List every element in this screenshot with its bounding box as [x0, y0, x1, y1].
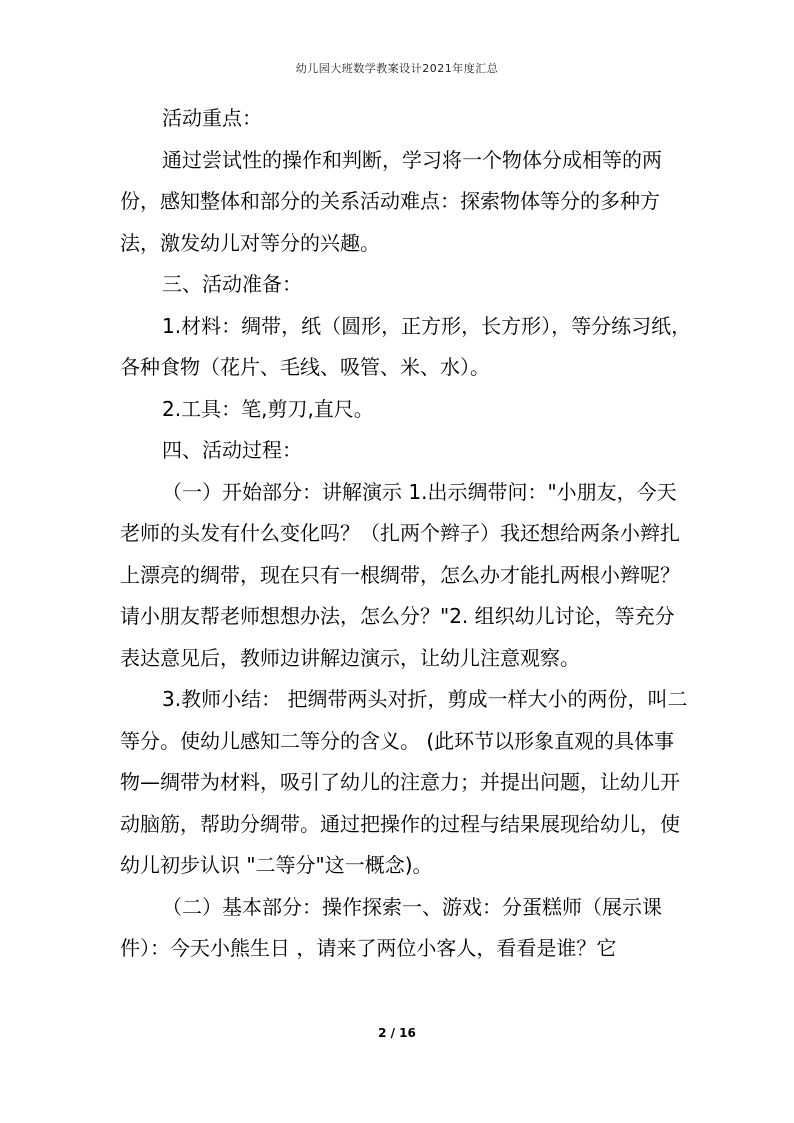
paragraph: 通过尝试性的操作和判断，学习将一个物体分成相等的两份，感知整体和部分的关系活动难点：探索物体等分的多种方法，激发幼儿对等分的兴趣。 [120, 147, 662, 255]
paragraph: 三、活动准备： [162, 272, 302, 296]
paragraph: 3.教师小结： 把绸带两头对折，剪成一样大小的两份，叫二等分。使幼儿感知二等分的含义。 (此环节以形象直观的具体事物—绸带为材料，吸引了幼儿的注意力；并提出问题，让幼儿开动脑筋，帮助分绸带。通过把操作的过程与结果展现给幼儿，使幼儿初步认识 "二等分"这一概念)。 [120, 687, 688, 877]
paragraph: 2.工具：笔,剪刀,直尺。 [162, 396, 374, 421]
page-number: 2 / 16 [378, 1026, 416, 1040]
paragraph: 活动重点： [162, 106, 262, 130]
paragraph: 四、活动过程： [162, 438, 302, 462]
paragraph: （一）开始部分：讲解演示 1.出示绸带问："小朋友，今天老师的头发有什么变化吗？（扎两个辫子）我还想给两条小辫扎上漂亮的绸带，现在只有一根绸带，怎么办才能扎两根小辫呢？ 请小朋友帮老师想想办法，怎么分？"2. 组织幼儿讨论，等充分表达意见后，教师边讲解边演示，让幼儿注意观察。 [120, 479, 680, 670]
document-body [120, 98, 694, 970]
paragraph: （二）基本部分：操作探索一、游戏：分蛋糕师（展示课件）：今天小熊生日 ，请来了两位小客人，看看是谁？它 [120, 894, 662, 960]
paragraph: 1.材料：绸带，纸（圆形，正方形，长方形），等分练习纸，各种食物（花片、毛线、吸管、米、水）。 [120, 313, 692, 379]
page-header: 幼儿园大班数学教案设计2021年度汇总 [295, 62, 499, 75]
